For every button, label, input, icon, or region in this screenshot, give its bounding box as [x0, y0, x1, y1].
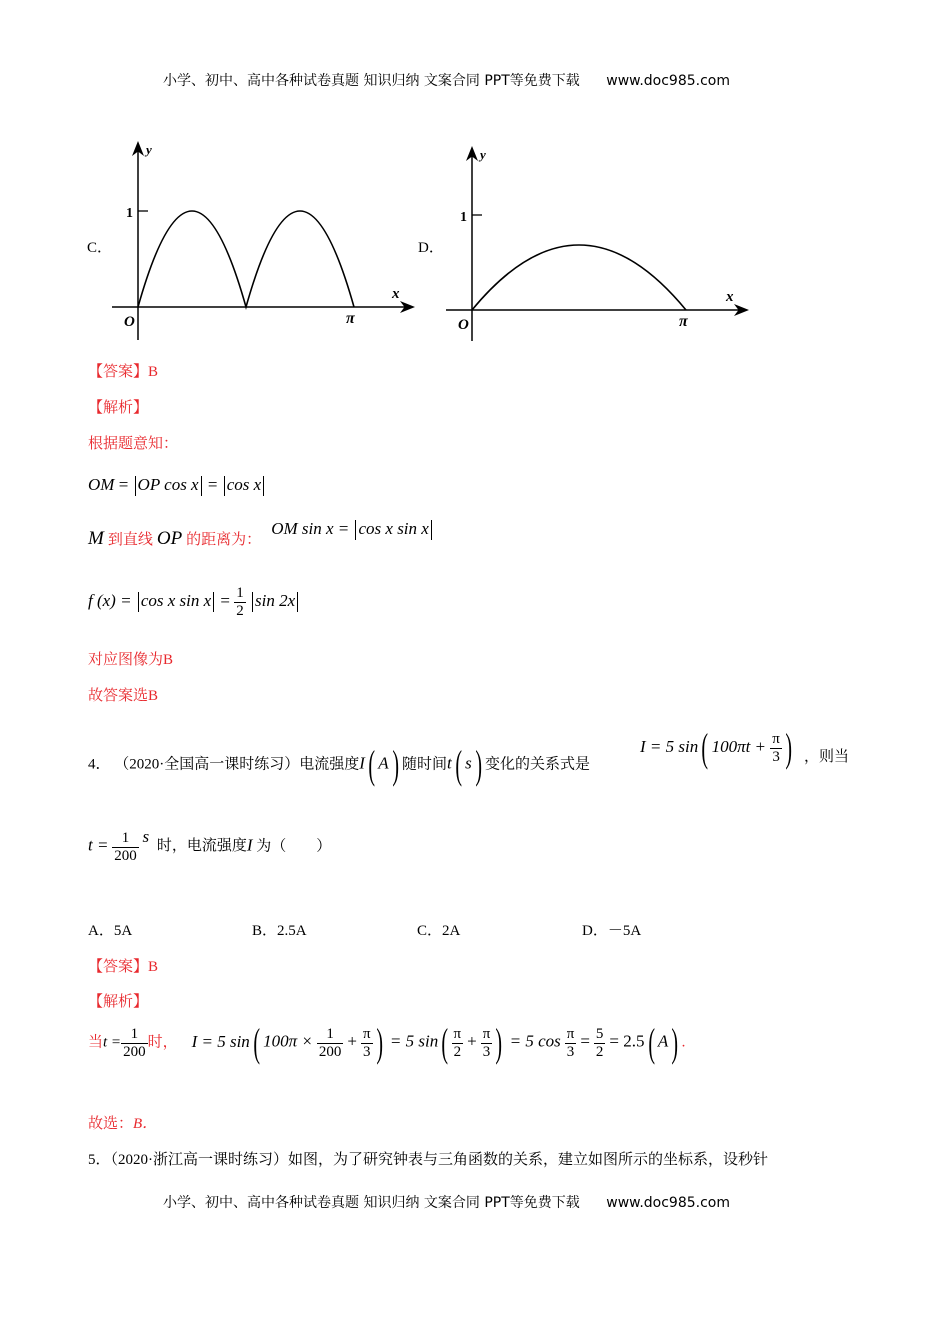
q4-unit-s: s — [465, 753, 472, 773]
q4-sol-n1: 1 — [121, 1026, 148, 1044]
q4-frac-num: 1 — [112, 830, 139, 848]
q3-eq3-den: 2 — [236, 602, 244, 619]
graph-c-curve — [138, 211, 354, 307]
page-header — [163, 70, 730, 90]
graph-d — [444, 145, 754, 345]
q4-formula-lhs: I = 5 sin — [640, 736, 699, 756]
q3-eq2-op: OP — [156, 528, 183, 549]
graph-d-curve — [472, 245, 686, 310]
graph-d-y-label: y — [480, 147, 486, 162]
q4-formula: I = 5 sin( 100πt + $\frac{\pi}{3}$ ) — [640, 725, 792, 770]
q4-t-eq: t = — [88, 835, 109, 855]
graph-d-x-label: x — [726, 289, 734, 305]
q4-analysis-heading: 【解析】 — [88, 994, 149, 1010]
q4-sol-d3: 3 — [363, 1043, 371, 1060]
q4-sol-eq4: = 2.5 — [609, 1031, 645, 1051]
q4-sol-n5: π — [482, 1026, 491, 1042]
graph-d-origin-label: O — [458, 317, 469, 333]
q4-frac-den: 200 — [114, 847, 137, 864]
q4-sol-n4: π — [453, 1026, 462, 1042]
header-url: www.doc985.com — [606, 73, 730, 89]
q4-sol-t-eq: t = — [103, 1034, 122, 1051]
q4-answer: 【答案】B — [88, 959, 159, 975]
q4-unit-a: A — [378, 753, 389, 773]
q4-sol-dang: 当 — [88, 1034, 104, 1051]
q4-formula-in: 100πt + — [711, 736, 767, 756]
q3-eq2-t2: 的距离为： — [186, 532, 262, 548]
q3-eq2-t1: 到直线 — [107, 532, 153, 548]
q4-tail: ，则当 — [804, 749, 850, 765]
q4-solution: 当t = $\frac{1}{200}$ 时， I = 5 sin( 100π × $\frac{1}{200}$ + $\frac{\pi}{3}$ ) = 5 sin( $\frac{\pi}{2}$ + $\frac{\pi}{3}$ ) = 5 cos $\frac{\pi}{3}$ = $\frac{5}{2}$ = 2.5( A) . — [88, 1020, 686, 1065]
q4-sol-d6: 3 — [566, 1043, 575, 1060]
q4-sol-n7: 5 — [595, 1026, 604, 1042]
header-text: 小学、初中、高中各种试卷真题 知识归纳 文案合同 PPT等免费下载 — [163, 73, 580, 89]
q3-answer: 【答案】B — [88, 364, 159, 380]
q4-sol-n6: π — [566, 1026, 575, 1042]
q4-sol-eq3: = — [580, 1031, 590, 1051]
q4-final-b: B． — [133, 1116, 158, 1132]
q4-final-text: 故选： — [88, 1116, 134, 1132]
q4-sol-d7: 2 — [595, 1043, 604, 1060]
q4-number: 4． — [88, 756, 111, 773]
q4-option-c: C．2A — [417, 923, 461, 939]
q4-sol-d1: 200 — [123, 1043, 146, 1060]
q4-text3: 时，电流强度 — [156, 838, 247, 855]
q4-s-unit: s — [142, 827, 150, 847]
q4-text2: 变化的关系式是 — [485, 756, 591, 773]
graph-d-pi-label: π — [679, 313, 688, 330]
q4-final — [88, 1112, 157, 1133]
q4-stem-line2 — [88, 827, 332, 864]
q3-eq1-a: OP cos x — [137, 475, 199, 494]
q3-eq1-eq2: = — [207, 475, 218, 494]
q5-stem: 5．（2020·浙江高一课时练习）如图，为了研究钟表与三角函数的关系，建立如图所示的坐标系，设秒针 — [88, 1152, 768, 1168]
q4-sol-eq2: = 5 cos — [509, 1031, 561, 1051]
q3-intro: 根据题意知： — [88, 436, 179, 452]
q3-eq2 — [88, 519, 434, 550]
q3-eq3-abs: cos x sin x — [140, 590, 212, 610]
q4-sol-d4: 2 — [453, 1043, 462, 1060]
q4-option-d: D．－5A — [582, 923, 642, 939]
footer-url: www.doc985.com — [606, 1195, 730, 1211]
q3-eq1-lhs: OM — [88, 475, 115, 494]
graph-c-origin-label: O — [124, 314, 135, 330]
graph-c-x-label: x — [392, 286, 400, 302]
q3-eq3-lhs: f (x) = — [88, 590, 132, 610]
q4-sol-eq1: = 5 sin — [389, 1031, 439, 1051]
q4-var-t: t — [447, 753, 452, 773]
q4-sol-n2: 1 — [317, 1026, 344, 1044]
option-d-label: D． — [418, 240, 444, 256]
q4-text4: 为（ ） — [256, 838, 332, 855]
q4-source: （2020·全国高一课时练习）电流强度 — [114, 756, 360, 773]
q4-sol-shi: 时， — [147, 1034, 178, 1051]
q4-sol-n3: π — [362, 1026, 371, 1042]
q3-eq2-m: M — [88, 528, 104, 549]
graph-c-pi-label: π — [346, 310, 355, 327]
q3-eq3-abs2: sin 2x — [255, 590, 296, 610]
q4-formula-three: 3 — [772, 748, 780, 765]
q3-eq1 — [88, 475, 266, 496]
q3-eq3-eq: = — [220, 590, 230, 610]
option-c-label: C． — [87, 240, 113, 256]
q4-formula-pi: π — [772, 731, 780, 747]
graph-d-one-label: 1 — [460, 210, 467, 225]
q3-eq2-abs: cos x sin x — [358, 519, 429, 538]
q4-sol-d2: 200 — [318, 1043, 342, 1060]
graph-c — [108, 140, 418, 345]
q4-sol-lhs: I = 5 sin — [191, 1031, 250, 1051]
page-footer — [163, 1192, 730, 1212]
q4-sol-plus: + — [347, 1031, 357, 1051]
graph-c-y-label: y — [146, 142, 152, 157]
q3-eq3 — [88, 585, 300, 619]
q4-sol-d5: 3 — [482, 1043, 491, 1060]
graph-c-one-label: 1 — [126, 206, 133, 221]
q4-sol-a: A — [657, 1031, 669, 1051]
q3-eq2-expr: OM sin x = — [271, 519, 350, 538]
footer-text: 小学、初中、高中各种试卷真题 知识归纳 文案合同 PPT等免费下载 — [163, 1195, 580, 1211]
q4-text1: 随时间 — [401, 756, 447, 773]
q4-sol-dot: . — [681, 1034, 686, 1051]
q4-sol-plus2: + — [467, 1031, 477, 1051]
q4-stem: 4． （2020·全国高一课时练习）电流强度I( A) 随时间t( s) 变化的关系式是 I = 5 sin( 100πt + $\frac{\pi}{3}$ ) ，则当 — [88, 725, 850, 787]
q3-eq1-b: cos x — [226, 475, 262, 494]
q3-line1: 对应图像为B — [88, 652, 174, 668]
q4-sol-in1: 100π × — [263, 1031, 313, 1051]
q3-eq1-eq: = — [118, 475, 129, 494]
q4-var-i2: I — [246, 835, 253, 855]
q3-eq3-num: 1 — [236, 585, 244, 601]
q3-analysis-heading: 【解析】 — [88, 400, 149, 416]
q4-var-i: I — [359, 753, 365, 773]
q3-line2: 故答案选B — [88, 688, 159, 704]
q4-option-a: A．5A — [88, 923, 133, 939]
q4-option-b: B．2.5A — [252, 923, 307, 939]
